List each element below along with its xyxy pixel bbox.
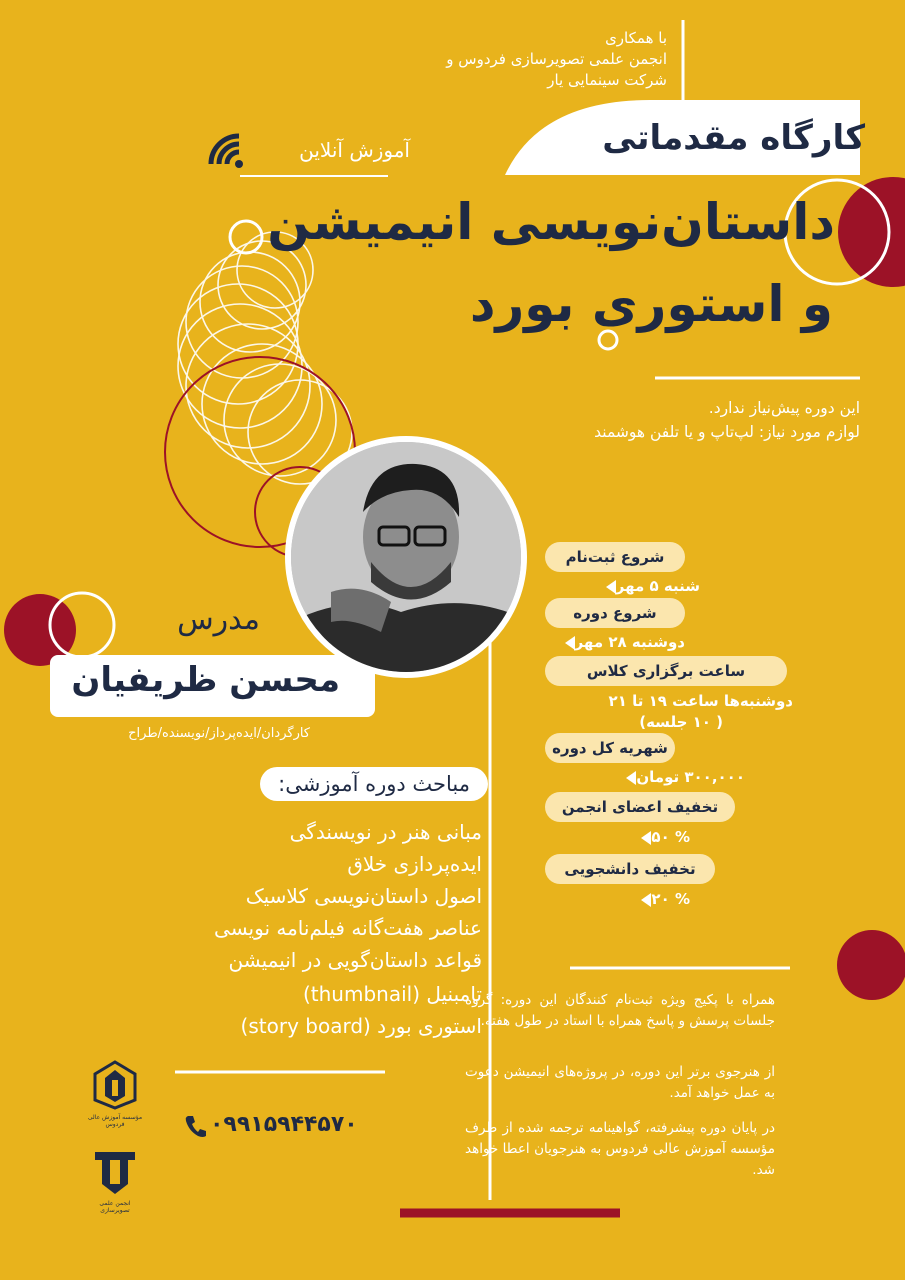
note-best-student: از هنرجوی برتر این دوره، در پروژه‌های انیمیشن دعوت به عمل خواهد آمد. [465, 1064, 775, 1101]
schedule-value: شنبه ۵ مهر [600, 577, 700, 595]
schedule-value: دوشنبه‌ها ساعت ۱۹ تا ۲۱ ( ۱۰ جلسه) [608, 692, 793, 731]
play-arrow-icon [641, 831, 651, 845]
note-certificate: در پایان دوره پیشرفته، گواهینامه ترجمه شده از طرف مؤسسه آموزش عالی فردوس به هنرجویان اعطا خواهد شد. [465, 1120, 775, 1178]
equipment-text: لوازم مورد نیاز: لپ‌تاپ و یا تلفن هوشمند [594, 423, 860, 441]
instructor-name: محسن ظریفیان [71, 660, 340, 700]
schedule-label: شهریه کل دوره [545, 733, 675, 763]
collab-line: انجمن علمی تصویرسازی فردوس و [446, 50, 667, 68]
online-label: آموزش آنلاین [299, 138, 410, 162]
play-arrow-icon [641, 893, 651, 907]
wifi-icon [205, 130, 249, 170]
collab-line: با همکاری [605, 29, 667, 47]
play-arrow-icon [565, 636, 575, 650]
society-emblem [90, 1148, 140, 1196]
schedule-label: تخفیف دانشجویی [545, 854, 715, 884]
instructor-titles: کارگردان/ایده‌پرداز/نویسنده/طراح [128, 726, 310, 741]
institute-emblem [90, 1060, 140, 1110]
ferdows-institute-logo [85, 1060, 145, 1128]
logo-caption: مؤسسه آموزش عالی فردوس [87, 1114, 143, 1128]
topic-item: استوری بورد (story board) [240, 1014, 482, 1038]
schedule-value: دوشنبه ۲۸ مهر [559, 633, 685, 651]
schedule-value: % ۵۰ [635, 828, 690, 846]
topic-item: ایده‌پردازی خلاق [347, 852, 482, 876]
portrait-image [291, 442, 521, 672]
instructor-role: مدرس [177, 602, 260, 637]
play-arrow-icon [626, 771, 636, 785]
note-package: همراه با پکیج ویژه ثبت‌نام کنندگان این دوره: گروه جلسات پرسش و پاسخ همراه با استاد در طول هفته. [465, 992, 775, 1029]
title-line-2: و استوری بورد [469, 275, 833, 333]
workshop-label: کارگاه مقدماتی [602, 118, 865, 158]
play-arrow-icon [606, 580, 616, 594]
schedule-label: ساعت برگزاری کلاس [545, 656, 787, 686]
schedule-value: ۳۰۰,۰۰۰ تومان [620, 768, 745, 786]
topics-heading: مباحث دوره آموزشی: [260, 767, 488, 801]
schedule-value: % ۲۰ [635, 890, 690, 908]
collaboration-block [367, 28, 667, 91]
topic-item: اصول داستان‌نویسی کلاسیک [245, 884, 482, 908]
prerequisite-text: این دوره پیش‌نیاز ندارد. [708, 399, 860, 417]
phone-icon [183, 1113, 207, 1139]
schedule-label: تخفیف اعضای انجمن [545, 792, 735, 822]
topic-item: مبانی هنر در نویسندگی [289, 820, 482, 844]
topic-item: عناصر هفت‌گانه فیلم‌نامه نویسی [214, 916, 482, 940]
requirements [594, 396, 860, 444]
phone-number: ۰۹۹۱۵۹۴۴۵۷۰ [210, 1112, 358, 1137]
topic-item: تامبنیل (thumbnail) [302, 982, 482, 1006]
schedule-label: شروع دوره [545, 598, 685, 628]
topic-item: قواعد داستان‌گویی در انیمیشن [228, 948, 482, 972]
collab-line: شرکت سینمایی یار [547, 71, 667, 89]
schedule-label: شروع ثبت‌نام [545, 542, 685, 572]
illustration-society-logo [85, 1148, 145, 1214]
title-line-1: داستان‌نویسی انیمیشن [267, 193, 835, 251]
instructor-photo [285, 436, 527, 678]
logo-caption: انجمن علمی تصویرسازی [99, 1200, 131, 1214]
